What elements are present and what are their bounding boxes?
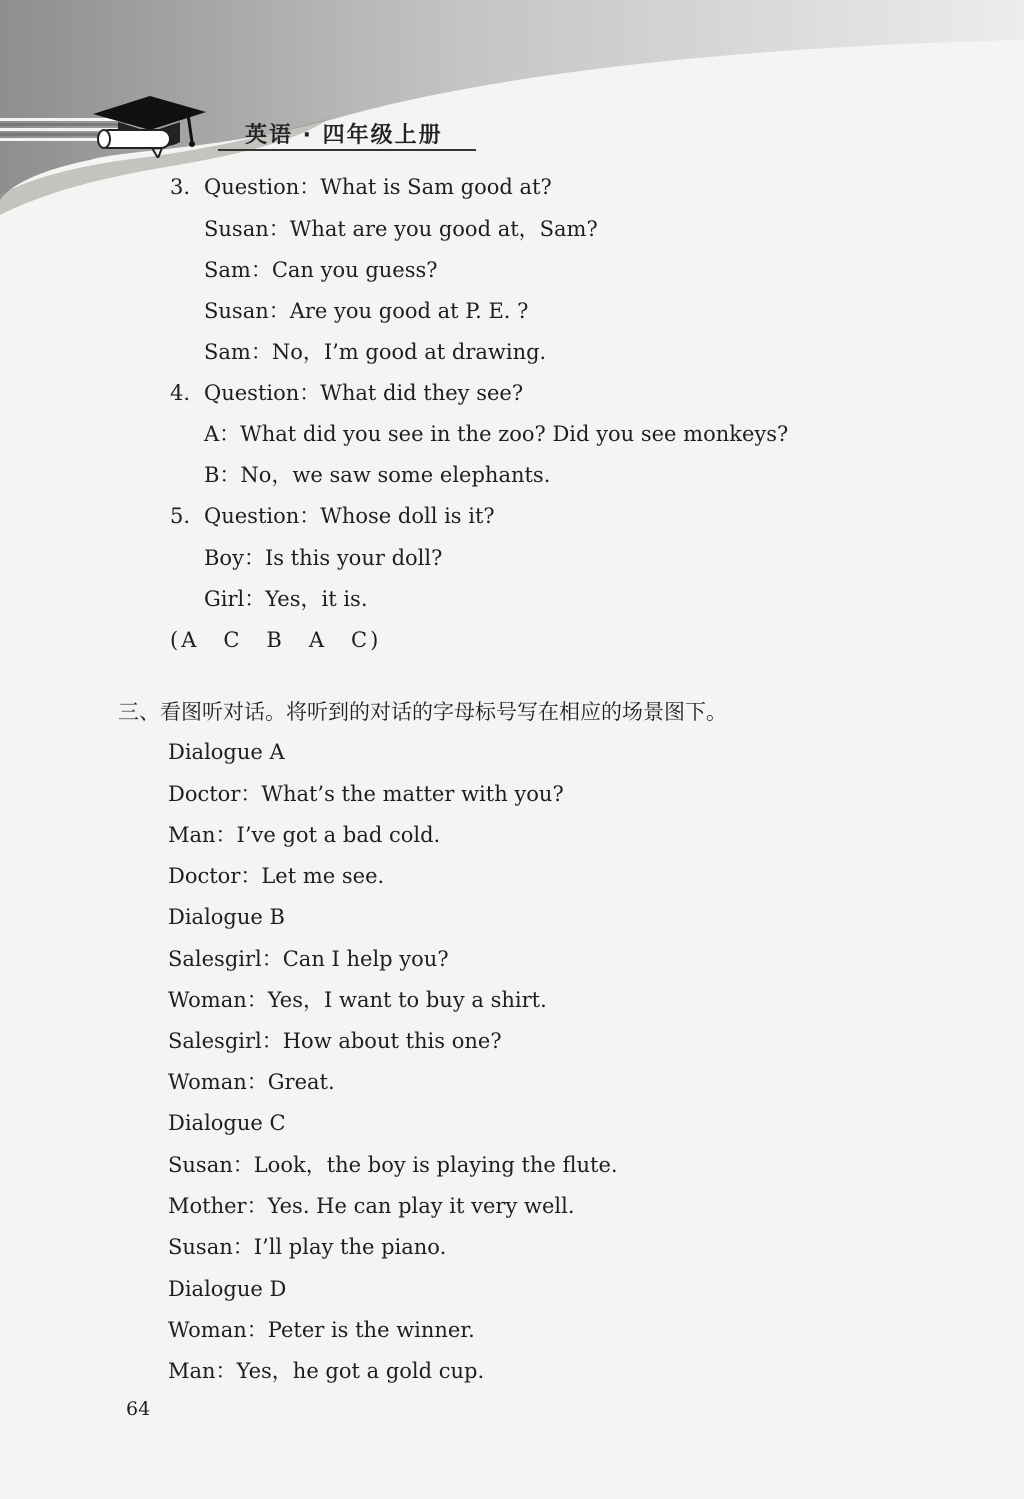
dialogue-line: Doctor：Let me see.	[168, 864, 385, 888]
dialogue-line: Woman：Peter is the winner.	[168, 1318, 475, 1342]
dialogue-line: Susan：What are you good at，Sam?	[204, 217, 598, 241]
book-title: 英语 · 四年级上册	[245, 123, 443, 148]
header-divider	[218, 149, 476, 151]
dialogue-title: Dialogue C	[168, 1111, 286, 1135]
item-3-question: Question：What is Sam good at?	[204, 175, 552, 199]
page-number: 64	[126, 1398, 151, 1420]
dialogue-line: Sam：No，I’m good at drawing.	[204, 340, 547, 364]
dialogue-line: A：What did you see in the zoo? Did you see monkeys?	[204, 422, 789, 446]
dialogue-line: Girl：Yes，it is.	[204, 587, 368, 611]
dialogue-line: Woman：Great.	[168, 1070, 335, 1094]
item-4-question: Question：What did they see?	[204, 381, 524, 405]
dialogue-line: Mother：Yes. He can play it very well.	[168, 1194, 575, 1218]
dialogue-line: Man：I’ve got a bad cold.	[168, 823, 441, 847]
dialogue-line: Boy：Is this your doll?	[204, 546, 443, 570]
item-5-number: 5.	[170, 504, 191, 528]
dialogue-line: Man：Yes，he got a gold cup.	[168, 1359, 485, 1383]
dialogue-line: Susan：Are you good at P. E. ?	[204, 299, 529, 323]
dialogue-line: Salesgirl：Can I help you?	[168, 947, 449, 971]
dialogue-title: Dialogue A	[168, 740, 285, 764]
item-5-question: Question：Whose doll is it?	[204, 504, 495, 528]
dialogue-line: Doctor：What’s the matter with you?	[168, 782, 564, 806]
dialogue-line: B：No，we saw some elephants.	[204, 463, 551, 487]
dialogue-line: Susan：Look，the boy is playing the flute.	[168, 1153, 618, 1177]
dialogue-title: Dialogue D	[168, 1277, 287, 1301]
diploma-scroll-icon	[92, 118, 182, 158]
dialogue-line: Sam：Can you guess?	[204, 258, 438, 282]
section-heading: 三、看图听对话。将听到的对话的字母标号写在相应的场景图下。	[118, 700, 727, 724]
dialogue-title: Dialogue B	[168, 905, 285, 929]
dialogue-line: Salesgirl：How about this one?	[168, 1029, 502, 1053]
dialogue-line: Susan：I’ll play the piano.	[168, 1235, 447, 1259]
item-4-number: 4.	[170, 381, 191, 405]
dialogue-line: Woman：Yes，I want to buy a shirt.	[168, 988, 547, 1012]
item-3-number: 3.	[170, 175, 191, 199]
answer-key: (A C B A C)	[170, 628, 382, 652]
